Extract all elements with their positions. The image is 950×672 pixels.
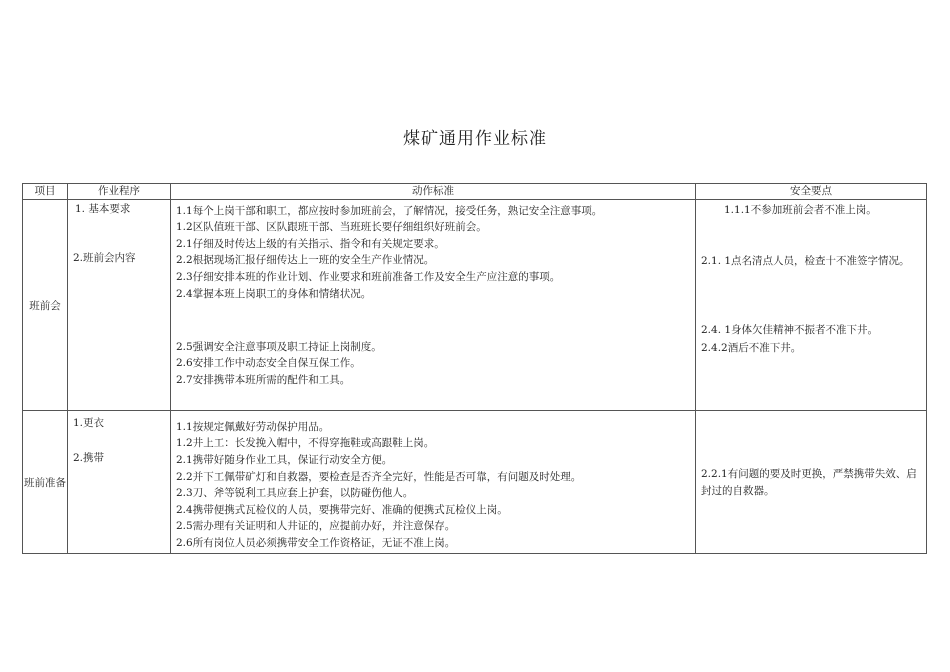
procedure-text: 1.更衣 [73,417,105,429]
procedure-text: 2.携带 [73,452,105,464]
action-line: 2.4携带便携式瓦检仪的人员，要携带完好、准确的便携式瓦检仪上岗。 [176,504,508,516]
action-line: 1.2井上工：长发挽入帽中，不得穿拖鞋或高跟鞋上岗。 [176,437,435,449]
action-line: 1.1每个上岗干部和职工，都应按时参加班前会，了解情况，接受任务，熟记安全注意事项。 [176,205,603,217]
procedure-text: 2.班前会内容 [73,252,136,264]
safety-line: 2.4.2酒后不准下井。 [701,342,802,354]
action-line: 2.6所有岗位人员必须携带安全工作资格证，无证不准上岗。 [176,537,456,549]
procedure-cell [68,411,171,554]
safety-line: 2.1. 1点名清点人员，检查十不准签字情况。 [701,255,910,267]
action-line: 2.1携带好随身作业工具，保证行动安全方便。 [176,454,393,466]
action-line: 2.5强调安全注意事项及职工持证上岗制度。 [176,341,382,353]
action-line: 2.6安排工作中动态安全自保互保工作。 [176,357,361,369]
procedure-cell [68,200,171,411]
action-line: 2.1仔细及时传达上级的有关指示、指令和有关规定要求。 [176,238,445,250]
section-item-cell [23,200,68,411]
safety-points-cell [696,411,927,554]
action-line: 2.3刀、斧等锐利工具应套上护套，以防碰伤他人。 [176,487,414,499]
header-action-standard: 动作标准 [171,184,696,200]
table-header-row [23,184,927,200]
action-line: 2.2根据现场汇报仔细传达上一班的安全生产作业情况。 [176,254,435,266]
action-line: 2.3仔细安排本班的作业计划、作业要求和班前准备工作及安全生产应注意的事项。 [176,271,561,283]
safety-line: 2.4. 1身体欠佳精神不振者不准下井。 [701,324,879,336]
section-item-label: 班前准备 [24,476,66,489]
work-standard-table [22,183,927,554]
table-row [23,411,927,554]
action-line: 2.4掌握本班上岗职工的身体和情绪状况。 [176,288,372,300]
section-item-label: 班前会 [29,299,61,312]
action-standard-cell [171,200,696,411]
action-line: 1.1按规定佩戴好劳动保护用品。 [176,421,330,433]
safety-line: 2.2.1有问题的要及时更换，严禁携带失效、启封过的自救器。 [701,468,917,497]
document-title: 煤矿通用作业标准 [403,129,547,149]
table-row [23,200,927,411]
safety-line: 1.1.1不参加班前会者不准上岗。 [724,204,877,216]
action-line: 1.2区队值班干部、区队跟班干部、当班班长要仔细组织好班前会。 [176,221,487,233]
header-safety-points: 安全要点 [696,184,927,200]
action-line: 2.7安排携带本班所需的配件和工具。 [176,374,351,386]
action-line: 2.5需办理有关证明和人井证的，应提前办好，并注意保存。 [176,520,456,532]
procedure-text: 1. 基本要求 [75,203,131,215]
action-standard-cell [171,411,696,554]
safety-points-cell [696,200,927,411]
header-procedure: 作业程序 [68,184,171,200]
header-item: 项目 [23,184,68,200]
action-line: 2.2并下工佩带矿灯和自救器，要检查是否齐全完好，性能是否可靠，有问题及时处理。 [176,471,582,483]
section-item-cell [23,411,68,554]
